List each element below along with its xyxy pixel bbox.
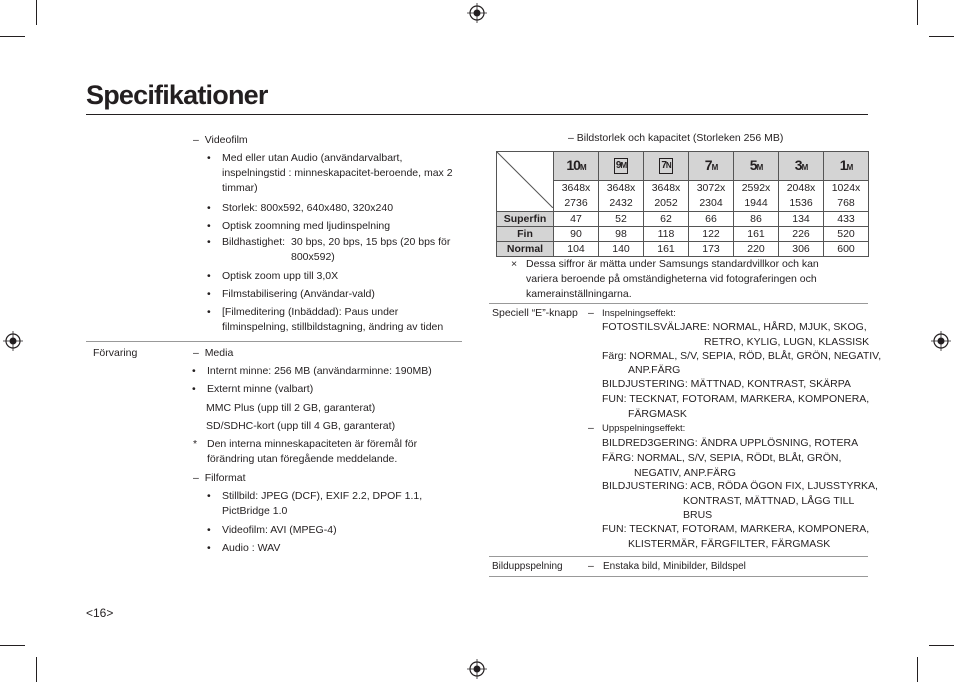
table-cell: 306 xyxy=(779,242,824,257)
table-cell: 226 xyxy=(779,227,824,242)
size-icon: 10M xyxy=(554,152,599,181)
size-icon: 7M xyxy=(689,152,734,181)
table-cell: 433 xyxy=(824,212,869,227)
size-icon: 5M xyxy=(734,152,779,181)
table-cell: 86 xyxy=(734,212,779,227)
storage-audio: • Audio : WAV xyxy=(222,541,280,556)
crop-mark xyxy=(36,657,37,682)
footnote-mark: × xyxy=(511,258,518,270)
size-icon: 9M xyxy=(599,152,644,181)
capacity-table xyxy=(496,151,869,257)
video-fps-value: 30 bps, 20 bps, 15 bps (20 bps för 800x592) xyxy=(291,236,451,263)
crop-mark xyxy=(929,645,954,646)
rec-line: FOTOSTILSVÄLJARE: NORMAL, HÅRD, MJUK, SKOG, xyxy=(602,321,867,333)
play-line: KLISTERMÄR, FÄRGFILTER, FÄRGMASK xyxy=(628,538,831,550)
storage-mmc: MMC Plus (upp till 2 GB, garanterat) xyxy=(206,402,376,414)
video-fps: • Bildhastighet: xyxy=(222,235,285,250)
size-icon: 1M xyxy=(824,152,869,181)
table-row xyxy=(497,152,869,181)
storage-external: • Externt minne (valbart) xyxy=(207,382,313,397)
playback-dash: – xyxy=(588,560,594,572)
rec-line: BILDJUSTERING: MÄTTNAD, KONTRAST, SKÄRPA xyxy=(602,378,851,390)
page-number: <16> xyxy=(86,606,114,620)
storage-still: • Stillbild: JPEG (DCF), EXIF 2.2, DPOF 1.1, PictBridge 1.0 xyxy=(222,489,422,519)
resolution-cell: 3648x 2052 xyxy=(644,181,689,212)
video-edit: • [Filmeditering (Inbäddad): Paus under filminspelning, stillbildstagning, ändring av tiden xyxy=(222,305,443,335)
storage-internal: • Internt minne: 256 MB (användarminne: 190MB) xyxy=(207,364,432,379)
table-cell: 161 xyxy=(644,242,689,257)
registration-mark-icon xyxy=(931,331,951,351)
rec-title: Inspelningseffekt: xyxy=(602,308,676,319)
table-cell: 520 xyxy=(824,227,869,242)
table-row xyxy=(497,212,869,227)
table-cell: 90 xyxy=(554,227,599,242)
play-line: KONTRAST, MÄTTNAD, LÅGG TILL xyxy=(683,495,855,507)
row-label: Superfin xyxy=(497,212,554,227)
rec-line: FUN: TECKNAT, FOTORAM, MARKERA, KOMPONERA, xyxy=(602,393,870,405)
play-dash: – xyxy=(588,422,594,434)
play-line: FÄRG: NORMAL, S/V, SEPIA, RÖDt, BLÅt, GRÖN, xyxy=(602,452,842,464)
video-optzoom: • Optisk zoom upp till 3,0X xyxy=(222,269,338,284)
special-label: Speciell “E”-knapp xyxy=(492,307,578,319)
storage-media: – Media xyxy=(193,347,234,359)
table-cell: 62 xyxy=(644,212,689,227)
resolution-cell: 1024x 768 xyxy=(824,181,869,212)
table-cell: 52 xyxy=(599,212,644,227)
storage-sd: SD/SDHC-kort (upp till 4 GB, garanterat) xyxy=(206,420,396,432)
table-cell: 140 xyxy=(599,242,644,257)
play-line: BRUS xyxy=(683,509,713,521)
play-line: NEGATIV, ANP.FÄRG xyxy=(634,467,736,479)
rec-line: Färg: NORMAL, S/V, SEPIA, RÖD, BLÅt, GRÖN, NEGATIV, xyxy=(602,350,882,362)
video-size: • Storlek: 800x592, 640x480, 320x240 xyxy=(222,201,393,216)
page-title: Specifikationer xyxy=(86,80,268,110)
special-dash: – xyxy=(588,307,594,319)
video-heading: – Videofilm xyxy=(193,134,248,146)
playback-value: Enstaka bild, Minibilder, Bildspel xyxy=(603,561,746,572)
play-line: FUN: TECKNAT, FOTORAM, MARKERA, KOMPONERA, xyxy=(602,523,870,535)
diagonal-line xyxy=(497,152,553,208)
storage-note-star: * xyxy=(193,438,198,450)
registration-mark-icon xyxy=(467,659,487,679)
resolution-cell: 2048x 1536 xyxy=(779,181,824,212)
crop-mark xyxy=(917,657,918,682)
section-divider xyxy=(489,576,868,577)
crop-mark xyxy=(0,36,25,37)
resolution-cell: 3648x 2736 xyxy=(554,181,599,212)
registration-mark-icon xyxy=(3,331,23,351)
storage-note: Den interna minneskapaciteten är föremål för förändring utan föregående meddelande. xyxy=(207,438,418,465)
size-icon: 3M xyxy=(779,152,824,181)
table-corner-cell xyxy=(497,152,554,212)
storage-format: – Filformat xyxy=(193,472,246,484)
rec-line: FÄRGMASK xyxy=(628,408,687,420)
video-audio: • Med eller utan Audio (användarvalbart, inspelningstid : minneskapacitet-beroende, max 2 timmar) xyxy=(222,151,453,196)
table-cell: 118 xyxy=(644,227,689,242)
crop-mark xyxy=(929,36,954,37)
row-label: Fin xyxy=(497,227,554,242)
play-line: BILDRED3GERING: ÄNDRA UPPLÖSNING, ROTERA xyxy=(602,437,859,449)
play-title: Uppspelningseffekt: xyxy=(602,423,686,434)
rec-line: RETRO, KYLIG, LUGN, KLASSISK xyxy=(704,336,870,348)
table-cell: 98 xyxy=(599,227,644,242)
title-rule xyxy=(86,114,868,115)
registration-mark-icon xyxy=(467,3,487,23)
table-cell: 134 xyxy=(779,212,824,227)
storage-label: Förvaring xyxy=(93,347,138,359)
resolution-cell: 3072x 2304 xyxy=(689,181,734,212)
video-zoom: • Optisk zoomning med ljudinspelning xyxy=(222,219,390,234)
table-cell: 220 xyxy=(734,242,779,257)
table-cell: 173 xyxy=(689,242,734,257)
size-icon: 7N xyxy=(644,152,689,181)
table-row xyxy=(497,227,869,242)
table-cell: 161 xyxy=(734,227,779,242)
play-line: BILDJUSTERING: ACB, RÖDA ÖGON FIX, LJUSSTYRKA, xyxy=(602,480,878,492)
footnote: Dessa siffror är mätta under Samsungs standardvillkor och kan variera beroende på omständigheterna vid fotograferingen och kamerainställningarna. xyxy=(526,258,819,300)
table-cell: 122 xyxy=(689,227,734,242)
table-cell: 104 xyxy=(554,242,599,257)
table-cell: 600 xyxy=(824,242,869,257)
table-cell: 47 xyxy=(554,212,599,227)
rec-line: ANP.FÄRG xyxy=(628,364,681,376)
table-cell: 66 xyxy=(689,212,734,227)
section-divider xyxy=(489,303,868,304)
storage-videofile: • Videofilm: AVI (MPEG-4) xyxy=(222,523,337,538)
section-divider xyxy=(86,341,462,342)
playback-label: Bilduppspelning xyxy=(492,561,563,572)
crop-mark xyxy=(917,0,918,25)
resolution-cell: 3648x 2432 xyxy=(599,181,644,212)
resolution-cell: 2592x 1944 xyxy=(734,181,779,212)
capacity-title: – Bildstorlek och kapacitet (Storleken 256 MB) xyxy=(568,132,784,144)
section-divider xyxy=(489,556,868,557)
crop-mark xyxy=(36,0,37,25)
video-stabilization: • Filmstabilisering (Användar-vald) xyxy=(222,287,375,302)
crop-mark xyxy=(0,645,25,646)
table-row xyxy=(497,242,869,257)
row-label: Normal xyxy=(497,242,554,257)
